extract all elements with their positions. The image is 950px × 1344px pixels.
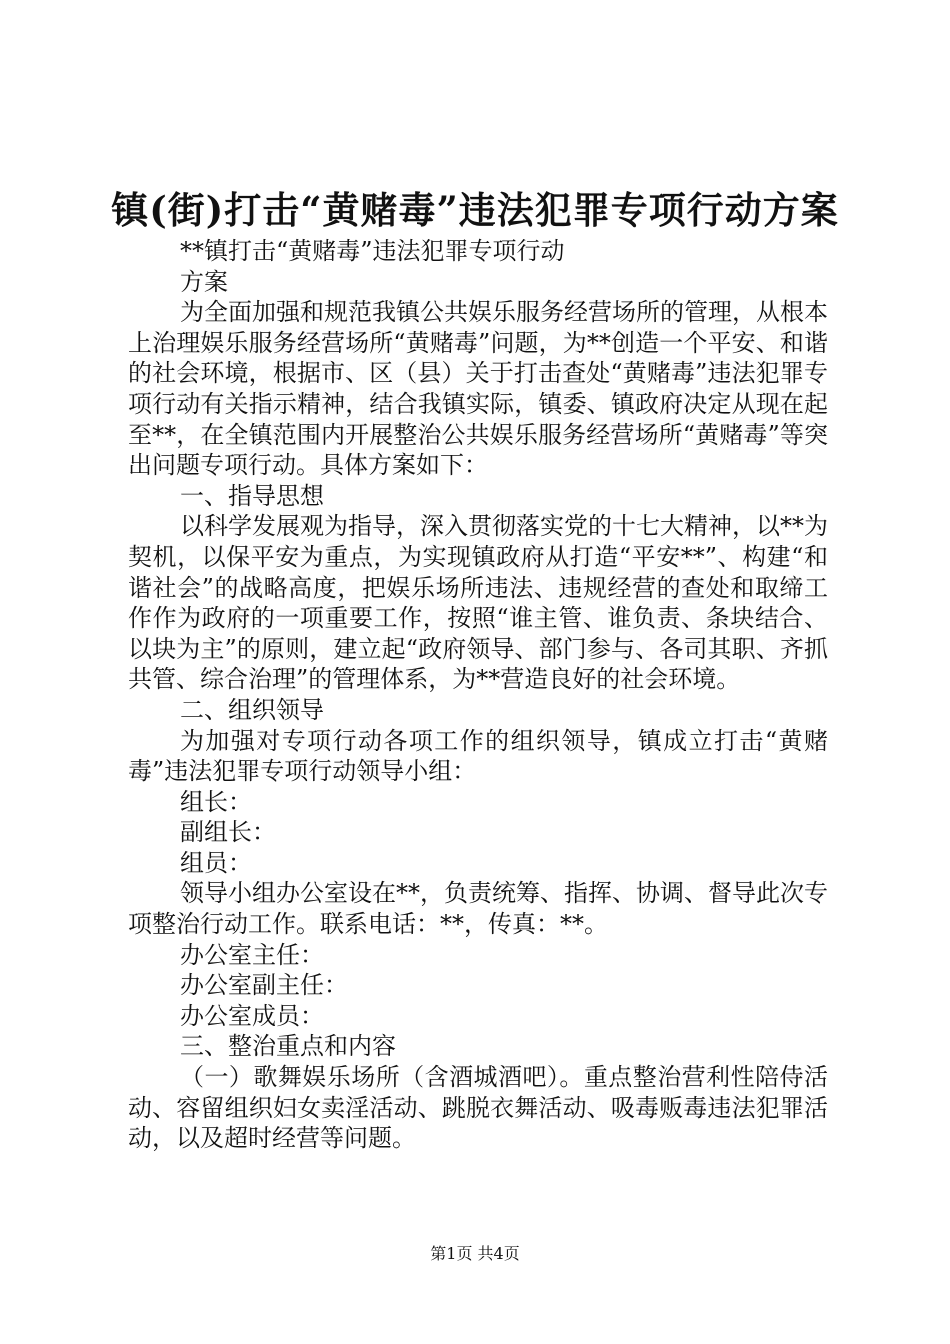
document-title: 镇(街)打击“黄赌毒”违法犯罪专项行动方案	[111, 188, 839, 232]
paragraph-subtitle-line2: 方案	[180, 267, 228, 296]
line-group-leader: 组长：	[180, 787, 252, 816]
line-office-members: 办公室成员：	[180, 1001, 324, 1030]
paragraph-organization: 为加强对专项行动各项工作的组织领导，镇成立打击“黄赌毒”违法犯罪专项行动领导小组：	[128, 726, 828, 786]
paragraph-subtitle-line1: **镇打击“黄赌毒”违法犯罪专项行动	[180, 237, 565, 265]
line-deputy-leader: 副组长：	[180, 818, 276, 847]
line-members: 组员：	[180, 848, 252, 877]
section-heading-guiding-ideology: 一、指导思想	[180, 481, 324, 510]
section-heading-focus: 三、整治重点和内容	[180, 1032, 396, 1061]
paragraph-guiding-ideology: 以科学发展观为指导，深入贯彻落实党的十七大精神，以**为契机，以保平安为重点，为实现镇政府从打造“平安**”、构建“和谐社会”的战略高度，把娱乐场所违法、违规经营的查处和取缔工作作为政府的一项重要工作，按照“谁主管、谁负责、条块结合、以块为主”的原则，建立起“政府领导、部门参与、各司其职、齐抓共管、综合治理”的管理体系，为**营造良好的社会环境。	[128, 512, 828, 694]
paragraph-intro: 为全面加强和规范我镇公共娱乐服务经营场所的管理，从根本上治理娱乐服务经营场所“黄赌毒”问题，为**创造一个平安、和谐的社会环境，根据市、区（县）关于打击查处“黄赌毒”违法犯罪专项行动有关指示精神，结合我镇实际，镇委、镇政府决定从现在起至**，在全镇范围内开展整治公共娱乐服务经营场所“黄赌毒”等突出问题专项行动。具体方案如下：	[128, 298, 828, 480]
line-office-deputy-director: 办公室副主任：	[180, 971, 348, 1000]
page-indicator: 第1页 共4页	[430, 1244, 520, 1263]
paragraph-office: 领导小组办公室设在**，负责统筹、指挥、协调、督导此次专项整治行动工作。联系电话：**，传真：**。	[128, 879, 828, 939]
section-heading-organization: 二、组织领导	[180, 695, 324, 724]
document-body	[128, 236, 828, 1154]
paragraph-focus-item-1: （一）歌舞娱乐场所（含酒城酒吧）。重点整治营利性陪侍活动、容留组织妇女卖淫活动、跳脱衣舞活动、吸毒贩毒违法犯罪活动，以及超时经营等问题。	[128, 1063, 828, 1153]
line-office-director: 办公室主任：	[180, 940, 324, 969]
